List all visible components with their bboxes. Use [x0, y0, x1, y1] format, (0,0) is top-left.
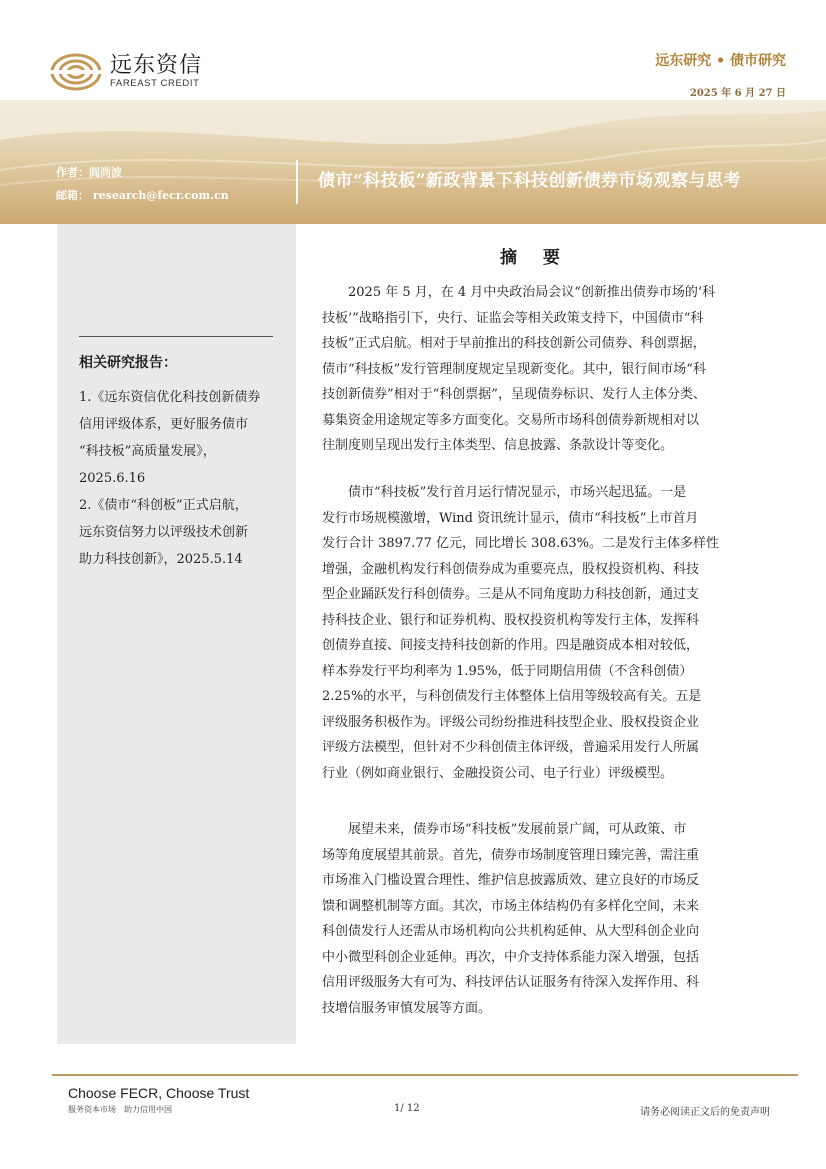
abstract-paragraph-2 — [322, 480, 770, 786]
abstract-paragraph-3 — [322, 817, 770, 1021]
report-line: “科技板”高质量发展》， — [79, 444, 216, 459]
banner-wave-decoration — [0, 100, 826, 224]
text-line: 评级方法模型，但针对不少科创债主体评级，普遍采用发行人所属 — [322, 740, 700, 755]
author-line: 作者：阎尚波 — [56, 166, 122, 179]
text-line: 中小微型科创企业延伸。再次，中介支持体系能力深入增强，包括 — [322, 949, 700, 965]
sidebar-rule — [79, 336, 273, 337]
footer-rule — [52, 1074, 798, 1076]
text-line: 发行合计 3897.77 亿元，同比增长 308.63%。二是发行主体多样性 — [322, 536, 719, 551]
text-line: 技板’”战略指引下，央行、证监会等相关政策支持下，中国债市“科 — [322, 310, 704, 326]
text-line: 场等角度展望其前景。首先，债券市场制度管理日臻完善，需注重 — [322, 847, 700, 863]
text-line: 2.25%的水平，与科创债发行主体整体上信用等级较高有关。五是 — [322, 689, 702, 704]
text-line: 科创债发行人还需从市场机构向公共机构延伸、从大型科创企业向 — [322, 924, 700, 939]
text-line: 发行市场规模激增，Wind 资讯统计显示，债市“科技板”上市首月 — [322, 510, 699, 526]
related-report-item-1[interactable] — [79, 384, 279, 492]
sidebar-panel — [57, 224, 296, 1044]
report-line: 助力科技创新》，2025.5.14 — [79, 552, 243, 567]
disclaimer-note[interactable]: 请务必阅读正文后的免责声明 — [640, 1107, 770, 1118]
text-line: 创债券直接、间接支持科技创新的作用。四是融资成本相对较低， — [322, 638, 700, 653]
report-line: 2025.6.16 — [79, 471, 146, 486]
report-series: 远东研究 • 债市研究 — [655, 53, 786, 69]
text-line: 市场准入门槛设置合理性、维护信息披露质效、建立良好的市场反 — [322, 873, 700, 888]
abstract-heading: 摘 要 — [500, 248, 570, 268]
report-line: 远东资信努力以评级技术创新 — [79, 525, 249, 540]
text-line: 增强，金融机构发行科创债券成为重要亮点，股权投资机构、科技 — [322, 561, 700, 577]
text-line: 持科技企业、银行和证券机构、股权投资机构等发行主体，发挥科 — [322, 612, 700, 628]
report-line: 2.《债市“科创板”正式启航， — [79, 498, 248, 513]
company-logo — [50, 52, 202, 92]
text-line: 债市“科技板”发行首月运行情况显示，市场兴起迅猛。一是 — [348, 485, 687, 500]
text-line: 募集资金用途规定等多方面变化。交易所市场科创债券新规相对以 — [322, 412, 700, 428]
text-line: 馈和调整机制等方面。其次，市场主体结构仍有多样化空间，未来 — [322, 898, 700, 914]
report-line: 信用评级体系，更好服务债市 — [79, 417, 249, 432]
publish-date: 2025 年 6 月 27 日 — [689, 88, 786, 99]
text-line: 信用评级服务大有可为、科技评估认证服务有待深入发挥作用、科 — [322, 975, 700, 990]
banner-divider — [296, 160, 298, 204]
related-report-item-2[interactable] — [79, 492, 279, 573]
footer-slogan: Choose FECR, Choose Trust — [68, 1085, 250, 1101]
footer-subslogan: 服务资本市场 助力信用中国 — [68, 1105, 172, 1114]
text-line: 2025 年 5 月，在 4 月中央政治局会议“创新推出债券市场的‘科 — [348, 285, 716, 300]
text-line: 样本券发行平均利率为 1.95%，低于同期信用债（不含科创债） — [322, 663, 693, 679]
logo-mark-icon — [50, 52, 102, 92]
document-title: 债市“科技板”新政背景下科技创新债券市场观察与思考 — [318, 171, 742, 191]
text-line: 技板”正式启航。相对于早前推出的科技创新公司债券、科创票据， — [322, 336, 706, 351]
text-line: 行业（例如商业银行、金融投资公司、电子行业）评级模型。 — [322, 765, 674, 781]
abstract-paragraph-1 — [322, 280, 770, 459]
related-reports-heading: 相关研究报告： — [79, 355, 177, 371]
text-line: 展望未来，债券市场“科技板”发展前景广阔，可从政策、市 — [348, 822, 687, 837]
text-line: 技创新债券”相对于“科创票据”，呈现债券标识、发行人主体分类、 — [322, 387, 706, 402]
title-banner — [0, 100, 826, 224]
logo-english-name: FAREAST CREDIT — [110, 78, 200, 89]
text-line: 技增信服务审慎发展等方面。 — [322, 1000, 492, 1016]
text-line: 评级服务积极作为。评级公司纷纷推进科技型企业、股权投资企业 — [322, 714, 700, 730]
text-line: 债市“科技板”发行管理制度规定呈现新变化。其中，银行间市场“科 — [322, 361, 706, 377]
page-number: 1/ 12 — [394, 1103, 420, 1114]
report-line: 1.《远东资信优化科技创新债券 — [79, 390, 261, 405]
text-line: 型企业踊跃发行科创债券。三是从不同角度助力科技创新，通过支 — [322, 587, 700, 602]
logo-chinese-name: 远东资信 — [110, 53, 203, 78]
email-line: 邮箱： research@fecr.com.cn — [56, 189, 229, 202]
text-line: 往制度则呈现出发行主体类型、信息披露、条款设计等变化。 — [322, 438, 674, 453]
